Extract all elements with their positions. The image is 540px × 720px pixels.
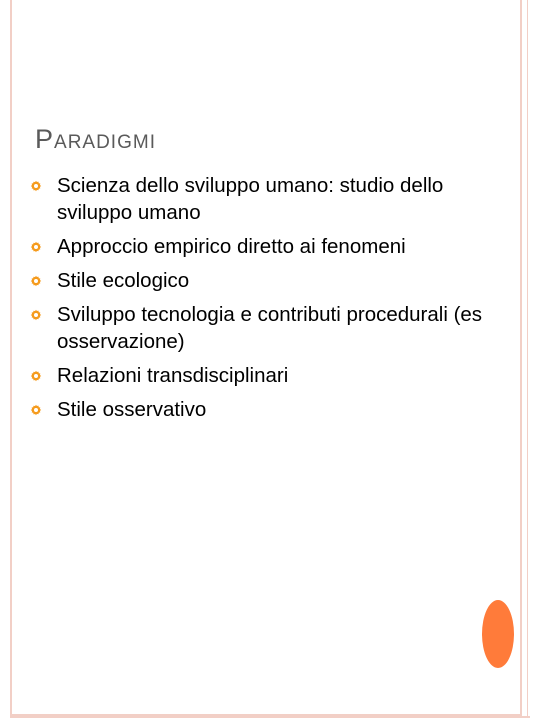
gear-icon — [30, 370, 42, 382]
gear-icon — [30, 241, 42, 253]
title-rest: ARADIGMI — [54, 132, 156, 153]
slide-frame-inner-line — [527, 0, 528, 716]
gear-icon — [30, 404, 42, 416]
list-item — [30, 301, 520, 355]
list-item — [30, 267, 520, 294]
gear-icon — [30, 180, 42, 192]
page-title — [35, 124, 156, 155]
title-first-letter: P — [35, 124, 55, 154]
gear-icon — [30, 275, 42, 287]
bullet-text: Scienza dello sviluppo umano: studio dello sviluppo umano — [57, 174, 444, 224]
bullet-list — [30, 172, 520, 430]
list-item — [30, 233, 520, 260]
bullet-text: Stile ecologico — [57, 269, 190, 292]
slide-frame-bottom — [10, 716, 530, 718]
decorative-oval — [480, 598, 516, 670]
bullet-text: Relazioni transdisciplinari — [57, 364, 289, 387]
list-item — [30, 172, 520, 226]
list-item — [30, 396, 520, 423]
bullet-text: Stile osservativo — [57, 398, 207, 421]
gear-icon — [30, 309, 42, 321]
bullet-text: Sviluppo tecnologia e contributi procedurali (es osservazione) — [57, 303, 483, 353]
list-item — [30, 362, 520, 389]
bullet-text: Approccio empirico diretto ai fenomeni — [57, 235, 406, 258]
